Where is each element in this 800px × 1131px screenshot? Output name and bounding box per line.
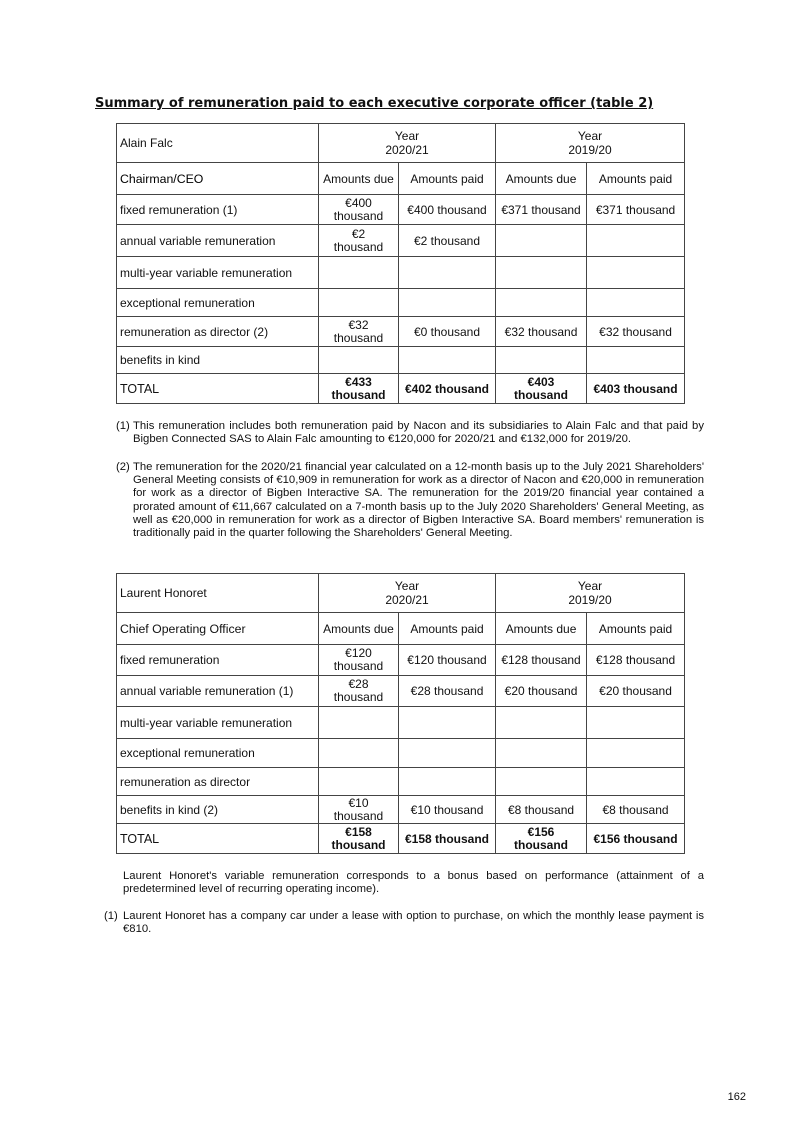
remuneration-table-laurent-honoret (116, 573, 685, 854)
cell: €28 thousand (399, 676, 496, 707)
cell (587, 289, 685, 317)
total-row (117, 824, 685, 854)
row-label: remuneration as director (2) (117, 317, 319, 347)
row-label: exceptional remuneration (117, 289, 319, 317)
cell: €10 thousand (319, 796, 399, 824)
total-cell: €403 thousand (587, 374, 685, 404)
cell: €128 thousand (587, 645, 685, 676)
cell (399, 768, 496, 796)
page-title: Summary of remuneration paid to each executive corporate officer (table 2) (95, 96, 654, 111)
cell: €400 thousand (319, 195, 399, 225)
total-cell: €158 thousand (319, 824, 399, 854)
cell (496, 707, 587, 739)
cell (587, 739, 685, 768)
total-cell: €402 thousand (399, 374, 496, 404)
total-cell: €156 thousand (496, 824, 587, 854)
total-cell: €433 thousand (319, 374, 399, 404)
cell: €2 thousand (399, 225, 496, 257)
table-row (117, 195, 685, 225)
cell (496, 225, 587, 257)
table-row (117, 347, 685, 374)
total-row (117, 374, 685, 404)
cell (587, 768, 685, 796)
cell: €20 thousand (496, 676, 587, 707)
table-row (117, 768, 685, 796)
note-text: Laurent Honoret's variable remuneration corresponds to a bonus based on performance (attainment of a predetermined level of recurring operating income). (123, 870, 704, 896)
table-row (117, 289, 685, 317)
total-label: TOTAL (117, 824, 319, 854)
cell (399, 289, 496, 317)
footnote-text: Laurent Honoret has a company car under a lease with option to purchase, on which the monthly lease payment is €810. (123, 910, 704, 936)
cell: €8 thousand (496, 796, 587, 824)
row-label: annual variable remuneration (117, 225, 319, 257)
table-row (117, 645, 685, 676)
year-header-2020-21: Year 2020/21 (319, 574, 496, 613)
cell (319, 707, 399, 739)
total-cell: €403 thousand (496, 374, 587, 404)
col-amounts-due: Amounts due (319, 163, 399, 195)
cell: €371 thousand (587, 195, 685, 225)
cell: €2 thousand (319, 225, 399, 257)
row-label: fixed remuneration (117, 645, 319, 676)
year-header-2020-21: Year 2020/21 (319, 124, 496, 163)
cell (399, 347, 496, 374)
year-header-2019-20: Year 2019/20 (496, 574, 685, 613)
row-label: multi-year variable remuneration (117, 707, 319, 739)
footnote (116, 420, 704, 446)
col-amounts-due: Amounts due (496, 163, 587, 195)
row-label: exceptional remuneration (117, 739, 319, 768)
cell (399, 707, 496, 739)
officer-role: Chairman/CEO (117, 163, 319, 195)
cell: €32 thousand (319, 317, 399, 347)
cell: €10 thousand (399, 796, 496, 824)
table-row (117, 317, 685, 347)
cell: €120 thousand (319, 645, 399, 676)
cell: €0 thousand (399, 317, 496, 347)
cell (587, 347, 685, 374)
col-amounts-due: Amounts due (319, 613, 399, 645)
row-label: benefits in kind (117, 347, 319, 374)
table-row (117, 796, 685, 824)
col-amounts-paid: Amounts paid (587, 613, 685, 645)
cell (399, 739, 496, 768)
officer-name: Alain Falc (117, 124, 319, 163)
footnote (116, 461, 704, 540)
cell (319, 347, 399, 374)
cell (319, 257, 399, 289)
row-label: annual variable remuneration (1) (117, 676, 319, 707)
footnote (104, 910, 704, 936)
footnote-number: (1) (104, 910, 118, 922)
cell (496, 347, 587, 374)
cell: €371 thousand (496, 195, 587, 225)
row-label: remuneration as director (117, 768, 319, 796)
cell (496, 257, 587, 289)
cell (319, 289, 399, 317)
table-row (117, 676, 685, 707)
table-row (117, 257, 685, 289)
cell (587, 225, 685, 257)
cell (319, 768, 399, 796)
cell (496, 289, 587, 317)
cell: €120 thousand (399, 645, 496, 676)
cell (496, 768, 587, 796)
cell: €20 thousand (587, 676, 685, 707)
cell (587, 707, 685, 739)
footnote-text: The remuneration for the 2020/21 financial year calculated on a 12-month basis up to the July 2021 Shareholders' General Meeting consists of €10,909 in remuneration for work as a director of Nacon and €20,000 in remuneration for work as a director of Bigben Interactive SA. The remuneration for the 2019/20 financial year contained a prorated amount of €11,667 calculated on a 7-month basis up to the July 2020 Shareholders' General Meeting, as well as €20,000 in remuneration for work as a director of Bigben Interactive SA. Board members' remuneration is traditionally paid in the quarter following the Shareholders' General Meeting. (133, 461, 704, 540)
note-paragraph (123, 870, 704, 896)
footnote-number: (2) (116, 461, 130, 473)
table-row (117, 707, 685, 739)
table-row (117, 739, 685, 768)
total-cell: €156 thousand (587, 824, 685, 854)
cell: €400 thousand (399, 195, 496, 225)
col-amounts-paid: Amounts paid (587, 163, 685, 195)
col-amounts-paid: Amounts paid (399, 613, 496, 645)
col-amounts-due: Amounts due (496, 613, 587, 645)
row-label: benefits in kind (2) (117, 796, 319, 824)
cell: €28 thousand (319, 676, 399, 707)
footnote-number: (1) (116, 420, 130, 432)
cell: €32 thousand (496, 317, 587, 347)
row-label: fixed remuneration (1) (117, 195, 319, 225)
col-amounts-paid: Amounts paid (399, 163, 496, 195)
cell (587, 257, 685, 289)
officer-name: Laurent Honoret (117, 574, 319, 613)
total-cell: €158 thousand (399, 824, 496, 854)
footnote-text: This remuneration includes both remuneration paid by Nacon and its subsidiaries to Alain Falc and that paid by Bigben Connected SAS to Alain Falc amounting to €120,000 for 2020/21 and €132,000 for 2019/20. (133, 420, 704, 446)
cell: €32 thousand (587, 317, 685, 347)
cell (319, 739, 399, 768)
cell (399, 257, 496, 289)
cell: €128 thousand (496, 645, 587, 676)
remuneration-table-alain-falc (116, 123, 685, 404)
page-number: 162 (727, 1091, 746, 1103)
year-header-2019-20: Year 2019/20 (496, 124, 685, 163)
officer-role: Chief Operating Officer (117, 613, 319, 645)
cell (496, 739, 587, 768)
row-label: multi-year variable remuneration (117, 257, 319, 289)
total-label: TOTAL (117, 374, 319, 404)
cell: €8 thousand (587, 796, 685, 824)
table-row (117, 225, 685, 257)
